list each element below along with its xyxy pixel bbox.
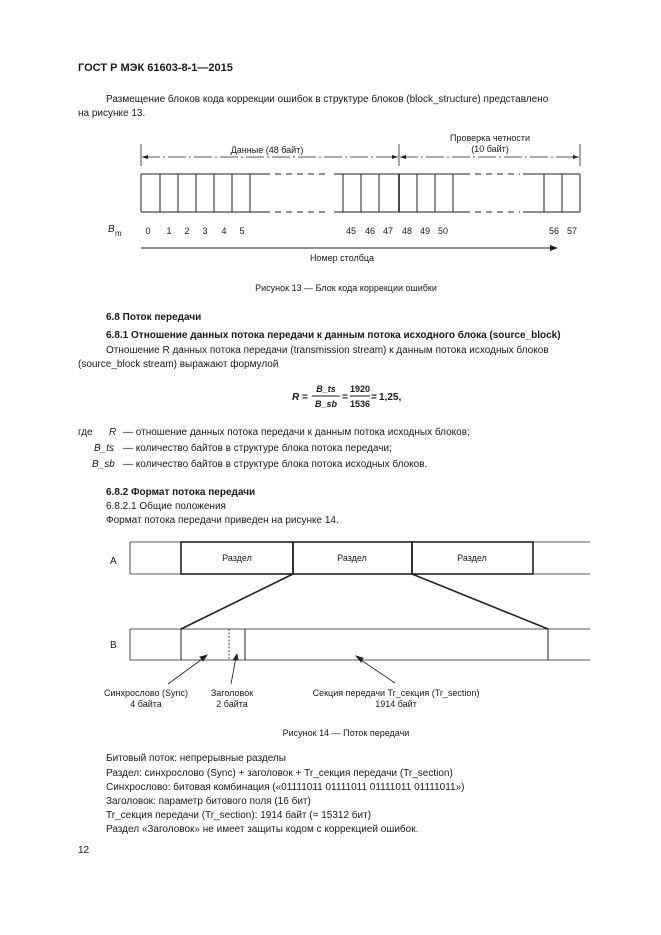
figure-14-diagram xyxy=(0,530,661,745)
where-bts-desc: — количество байтов в структуре блока потока передачи; xyxy=(123,443,392,454)
col-num: 46 xyxy=(364,226,376,236)
intro-line-1: Размещение блоков кода коррекции ошибок в структуре блоков (block_structure) представлено xyxy=(106,94,549,105)
col-num: 49 xyxy=(419,226,431,236)
column-axis-label: Номер столбца xyxy=(309,253,375,263)
intro-line-2: на рисунке 13. xyxy=(78,108,146,119)
section-label-1: Раздел xyxy=(222,553,252,563)
note-line-5: Tr_секция передачи (Tr_section): 1914 байт (= 15312 бит) xyxy=(106,810,372,821)
col-num: 57 xyxy=(566,226,578,236)
ratio-formula xyxy=(280,378,420,414)
col-num: 45 xyxy=(345,226,357,236)
ecc-cells xyxy=(141,174,580,212)
formula-result: 1,25, xyxy=(379,392,402,403)
svg-text:=: = xyxy=(342,392,348,403)
column-number-labels xyxy=(145,226,577,236)
col-num: 48 xyxy=(401,226,413,236)
ratio-para-line-1: Отношение R данных потока передачи (transmission stream) к данным потока исходных блоков xyxy=(106,345,549,356)
figure-13-diagram xyxy=(0,0,661,300)
header-label-1: Заголовок xyxy=(210,688,254,698)
header-label-2: 2 байта xyxy=(216,699,248,709)
data-bytes-label: Данные (48 байт) xyxy=(230,145,304,155)
row-b-label: B xyxy=(110,640,117,651)
bm-symbol: B xyxy=(108,224,115,235)
formula-den-val: 1536 xyxy=(349,399,371,409)
formula-num-val: 1920 xyxy=(349,384,371,394)
where-bts-symbol: B_ts xyxy=(94,443,115,454)
figure-14-caption: Рисунок 14 — Поток передачи xyxy=(282,728,410,738)
parity-label-1: Проверка четности xyxy=(450,133,530,143)
page-number: 12 xyxy=(78,845,90,856)
note-line-4: Заголовок: параметр битового поля (16 бит) xyxy=(106,796,311,807)
col-num: 1 xyxy=(166,226,172,236)
col-num: 0 xyxy=(145,226,151,236)
col-num: 50 xyxy=(437,226,449,236)
parity-label-2: (10 байт) xyxy=(471,144,509,154)
where-bsb-symbol: B_sb xyxy=(92,459,115,470)
sync-label-1: Синхрослово (Sync) xyxy=(103,688,189,698)
where-bsb-desc: — количество байтов в структуре блока потока исходных блоков. xyxy=(123,459,428,470)
sync-label-2: 4 байта xyxy=(130,699,162,709)
formula-r: R xyxy=(292,392,300,403)
note-line-6: Раздел «Заголовок» не имеет защиты кодом с коррекцией ошибок. xyxy=(106,824,419,835)
section-label-3: Раздел xyxy=(457,553,487,563)
row-a-label: A xyxy=(110,556,117,567)
col-num: 4 xyxy=(221,226,227,236)
tr-section-label-1: Секция передачи Tr_секция (Tr_section) xyxy=(312,688,480,698)
ratio-para-line-2: (source_block stream) выражают формулой xyxy=(78,359,279,370)
figure-14-intro: Формат потока передачи приведен на рисунке 14. xyxy=(106,515,339,526)
section-6-8-1-heading: 6.8.1 Отношение данных потока передачи к данным потока исходного блока (source_block) xyxy=(106,330,561,341)
col-num: 47 xyxy=(382,226,394,236)
section-label-2: Раздел xyxy=(337,553,367,563)
where-r-desc: — отношение данных потока передачи к данным потока исходных блоков; xyxy=(123,427,470,438)
bm-subscript: m xyxy=(115,229,122,238)
section-6-8-2-heading: 6.8.2 Формат потока передачи xyxy=(106,487,256,498)
section-6-8-heading: 6.8 Поток передачи xyxy=(106,312,202,323)
formula-den: B_sb xyxy=(314,399,338,409)
col-num: 2 xyxy=(184,226,190,236)
formula-num: B_ts xyxy=(316,384,336,394)
figure-13-caption: Рисунок 13 — Блок кода коррекции ошибки xyxy=(255,283,437,293)
svg-text:=: = xyxy=(371,392,377,403)
tr-section-label-2: 1914 байт xyxy=(375,699,417,709)
document-id: ГОСТ Р МЭК 61603-8-1—2015 xyxy=(78,62,233,74)
col-num: 56 xyxy=(548,226,560,236)
col-num: 3 xyxy=(202,226,208,236)
svg-text:=: = xyxy=(302,392,308,403)
note-line-3: Синхрослово: битовая комбинация («01111011 01111011 01111011 01111011») xyxy=(106,782,465,793)
note-line-1: Битовый поток: непрерывные разделы xyxy=(106,753,286,764)
col-num: 5 xyxy=(239,226,245,236)
section-6-8-2-1-heading: 6.8.2.1 Общие положения xyxy=(106,501,226,512)
note-line-2: Раздел: синхрослово (Sync) + заголовок + Tr_секция передачи (Tr_section) xyxy=(106,768,453,779)
where-label: где xyxy=(78,427,93,438)
where-r-symbol: R xyxy=(109,427,117,438)
